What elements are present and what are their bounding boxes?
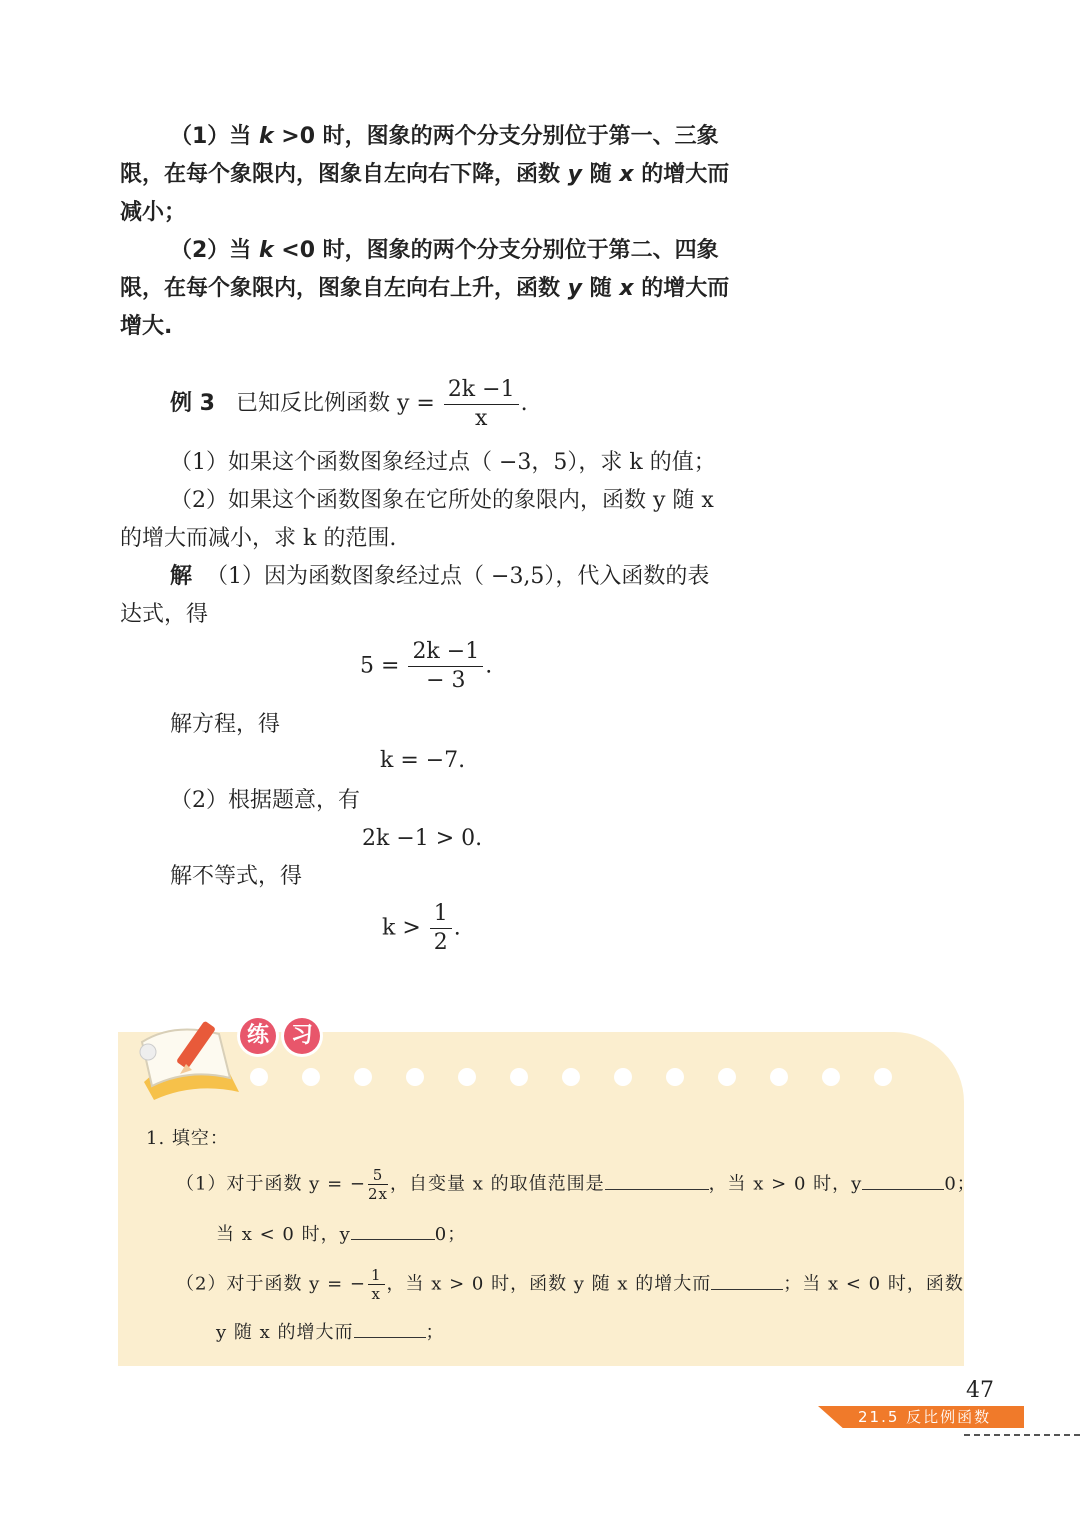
- property-1-line-3: 减小；: [120, 200, 187, 225]
- property-2-line-1: （2）当 k <0 时，图象的两个分支分别位于第二、四象: [170, 238, 719, 263]
- answer-blank-1[interactable]: [605, 1173, 709, 1190]
- solution-part-2: （2）根据题意，有: [170, 788, 360, 813]
- example-fraction: $\frac{2k -1}{x}$: [444, 376, 519, 433]
- property-2-line-3: 增大.: [120, 314, 173, 339]
- example-q1: （1）如果这个函数图象经过点（ −3，5），求 k 的值；: [170, 450, 716, 475]
- example-label: 例 3: [170, 391, 215, 416]
- exercise-line-3: （2）对于函数 y = − $\frac{1}{x}$ ，当 x > 0 时，函数 y 随 x 的增大而 ；当 x < 0 时，函数: [176, 1266, 964, 1303]
- exercise-badge-2: 习: [284, 1018, 320, 1054]
- equation-1: 5 = $\frac{2k -1}{- 3}$ .: [360, 639, 493, 693]
- example-stem: 例 3 已知反比例函数 y = $\frac{2k -1}{x}$ .: [170, 376, 528, 431]
- page-number: 47: [966, 1378, 994, 1403]
- solution-line-1: 解 （1）因为函数图象经过点（ −3,5），代入函数的表: [170, 564, 710, 589]
- footer-dashed-line: [964, 1434, 1080, 1436]
- solution-label: 解: [170, 564, 193, 589]
- answer-blank-4[interactable]: [711, 1273, 783, 1290]
- exercise-badge-1: 练: [240, 1018, 276, 1054]
- scroll-pencil-icon: [134, 1012, 254, 1102]
- answer-blank-2[interactable]: [862, 1173, 944, 1190]
- section-title: 21.5 反比例函数: [858, 1408, 992, 1426]
- property-1-line-1: （1）当 k >0 时，图象的两个分支分别位于第一、三象: [170, 124, 719, 149]
- example-q2-line-2: 的增大而减小，求 k 的范围.: [120, 526, 397, 551]
- exercise-line-1: （1）对于函数 y = − $\frac{5}{2x}$ ，自变量 x 的取值范围是 ，当 x > 0 时，y 0；: [176, 1166, 976, 1203]
- solution-step-2: 解不等式，得: [170, 864, 303, 889]
- exercise-line-2: 当 x < 0 时，y 0；: [216, 1224, 467, 1245]
- equation-3: 2k −1 > 0.: [362, 826, 483, 851]
- solution-step-1: 解方程，得: [170, 712, 281, 737]
- exercise-line-4: y 随 x 的增大而 ；: [216, 1322, 445, 1343]
- equation-2: k = −7.: [380, 748, 466, 773]
- property-2-line-2: 限，在每个象限内，图象自左向右上升，函数 y 随 x 的增大而: [120, 276, 730, 301]
- answer-blank-3[interactable]: [351, 1223, 435, 1240]
- property-1-line-2: 限，在每个象限内，图象自左向右下降，函数 y 随 x 的增大而: [120, 162, 730, 187]
- answer-blank-5[interactable]: [354, 1321, 426, 1338]
- example-q2-line-1: （2）如果这个函数图象在它所处的象限内，函数 y 随 x: [170, 488, 714, 513]
- exercise-title: 1. 填空：: [146, 1128, 229, 1149]
- solution-line-2: 达式，得: [120, 602, 209, 627]
- equation-4: k > $\frac{1}{2}$ .: [382, 901, 461, 955]
